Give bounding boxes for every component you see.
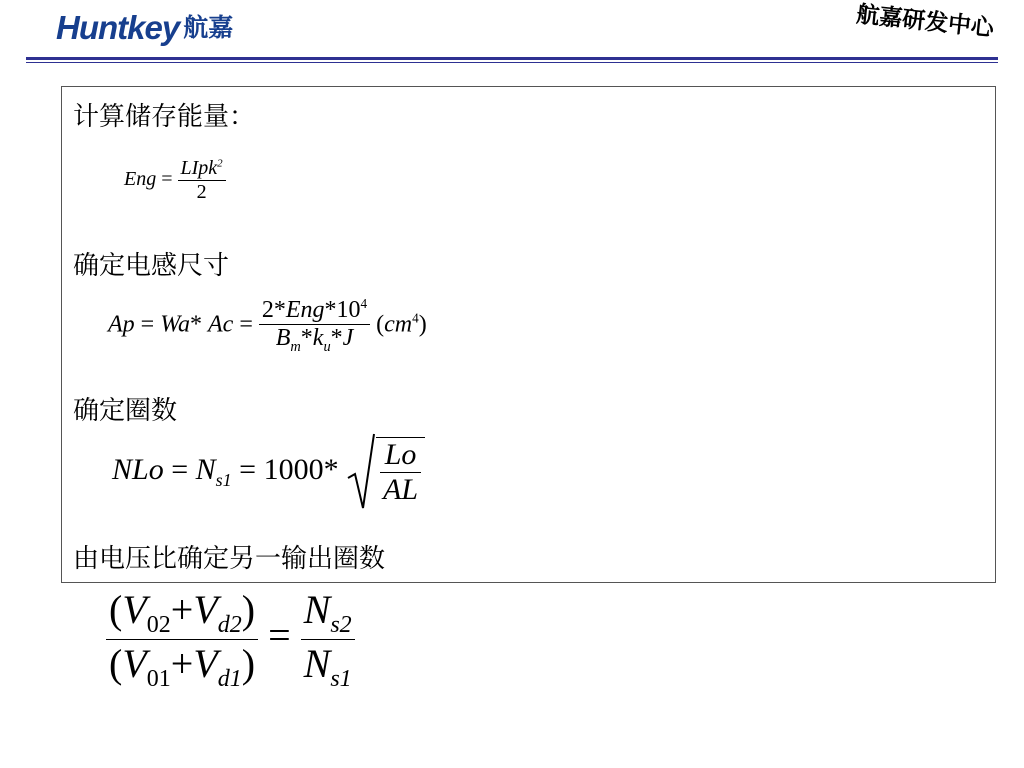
ratio-num-v1: V [122, 587, 147, 632]
area-ac: Ac [208, 311, 234, 338]
area-num-star1: * [273, 297, 286, 323]
area-den-k-sub: u [323, 338, 331, 355]
ratio-den-close: ) [241, 641, 256, 686]
ratio-den-v1-sub: 01 [146, 666, 171, 692]
ratio-right-fraction [301, 586, 355, 693]
area-numerator [259, 296, 370, 324]
ratio-left-fraction [106, 586, 258, 693]
area-den-b-sub: m [290, 338, 301, 355]
area-num-coef: 2 [261, 297, 274, 323]
ratio-left-denominator [106, 639, 258, 693]
area-den-j: J [342, 325, 354, 351]
turns-ns-sub: s1 [215, 469, 232, 490]
area-num-star2: * [324, 297, 337, 323]
area-den-k: k [312, 325, 324, 351]
ratio-heading: 由电压比确定另一输出圈数 [73, 544, 386, 574]
energy-lhs: Eng [124, 168, 157, 191]
energy-num-exp: 2 [217, 157, 223, 170]
turns-heading: 确定圈数 [73, 396, 178, 426]
energy-num-text: LIpk [180, 157, 218, 179]
turns-sqrt-num: Lo [384, 438, 417, 471]
ratio-right-denominator [301, 639, 355, 693]
turns-const: 1000 [263, 452, 324, 486]
ratio-right-numerator [301, 586, 355, 639]
energy-formula [124, 157, 226, 204]
ratio-den-open: ( [109, 641, 123, 686]
energy-denominator: 2 [178, 180, 226, 204]
logo-latin-text: Huntkey [56, 9, 180, 46]
center-title: 航嘉研发中心 [855, 0, 996, 42]
turns-eq1: = [171, 452, 189, 486]
area-denominator [259, 324, 370, 356]
area-eq1: = [140, 311, 155, 338]
ratio-eq: = [268, 612, 291, 658]
header-rule-thin [26, 62, 998, 63]
ratio-den-v1: V [122, 641, 147, 686]
ratio-formula [106, 586, 355, 693]
inductor-heading: 确定电感尺寸 [73, 251, 230, 281]
turns-nlo: NLo [112, 452, 164, 486]
header-rule-thick [26, 57, 998, 60]
area-num-exp: 4 [360, 296, 368, 311]
energy-eq: = [161, 168, 173, 191]
ratio-num-v1-sub: 02 [146, 612, 171, 638]
ratio-num-plus: + [170, 587, 194, 632]
turns-eq2: = [239, 452, 257, 486]
area-star1: * [190, 311, 203, 338]
turns-sqrt-fraction [380, 438, 421, 507]
area-ap: Ap [108, 311, 135, 338]
ratio-den-plus: + [170, 641, 194, 686]
ratio-num-v2-sub: d2 [217, 612, 242, 638]
sqrt-body [376, 437, 425, 507]
ratio-rnum: N [303, 587, 331, 632]
energy-numerator [178, 157, 226, 180]
ratio-num-v2: V [193, 587, 218, 632]
ratio-rden-sub: s1 [330, 666, 352, 692]
ratio-den-v2-sub: d1 [217, 666, 242, 692]
energy-fraction [178, 157, 226, 204]
area-unit-close: ) [418, 311, 427, 338]
turns-ns: N [195, 452, 216, 486]
turns-sqrt-den: AL [380, 472, 421, 507]
energy-heading: 计算储存能量： [73, 102, 256, 132]
ratio-num-close: ) [241, 587, 256, 632]
area-num-ten: 10 [336, 297, 361, 323]
area-den-b: B [275, 325, 291, 351]
ratio-num-open: ( [109, 587, 123, 632]
area-num-eng: Eng [285, 297, 325, 323]
ratio-den-v2: V [193, 641, 218, 686]
area-fraction [259, 296, 370, 356]
huntkey-logo [56, 8, 233, 47]
ratio-left-numerator [106, 586, 258, 639]
area-unit-open: ( [376, 311, 385, 338]
ratio-rden: N [303, 641, 331, 686]
turns-formula [112, 432, 425, 512]
area-unit-exp: 4 [412, 310, 419, 326]
area-unit: cm [384, 311, 413, 338]
area-wa: Wa [160, 311, 191, 338]
ratio-rnum-sub: s2 [330, 612, 352, 638]
area-eq2: = [239, 311, 253, 338]
turns-star: * [323, 452, 339, 486]
area-den-star2: * [330, 325, 343, 351]
area-formula [108, 296, 427, 356]
logo-cjk-text: 航嘉 [183, 13, 234, 42]
area-den-star1: * [300, 325, 313, 351]
sqrt-radical-icon [346, 432, 376, 512]
